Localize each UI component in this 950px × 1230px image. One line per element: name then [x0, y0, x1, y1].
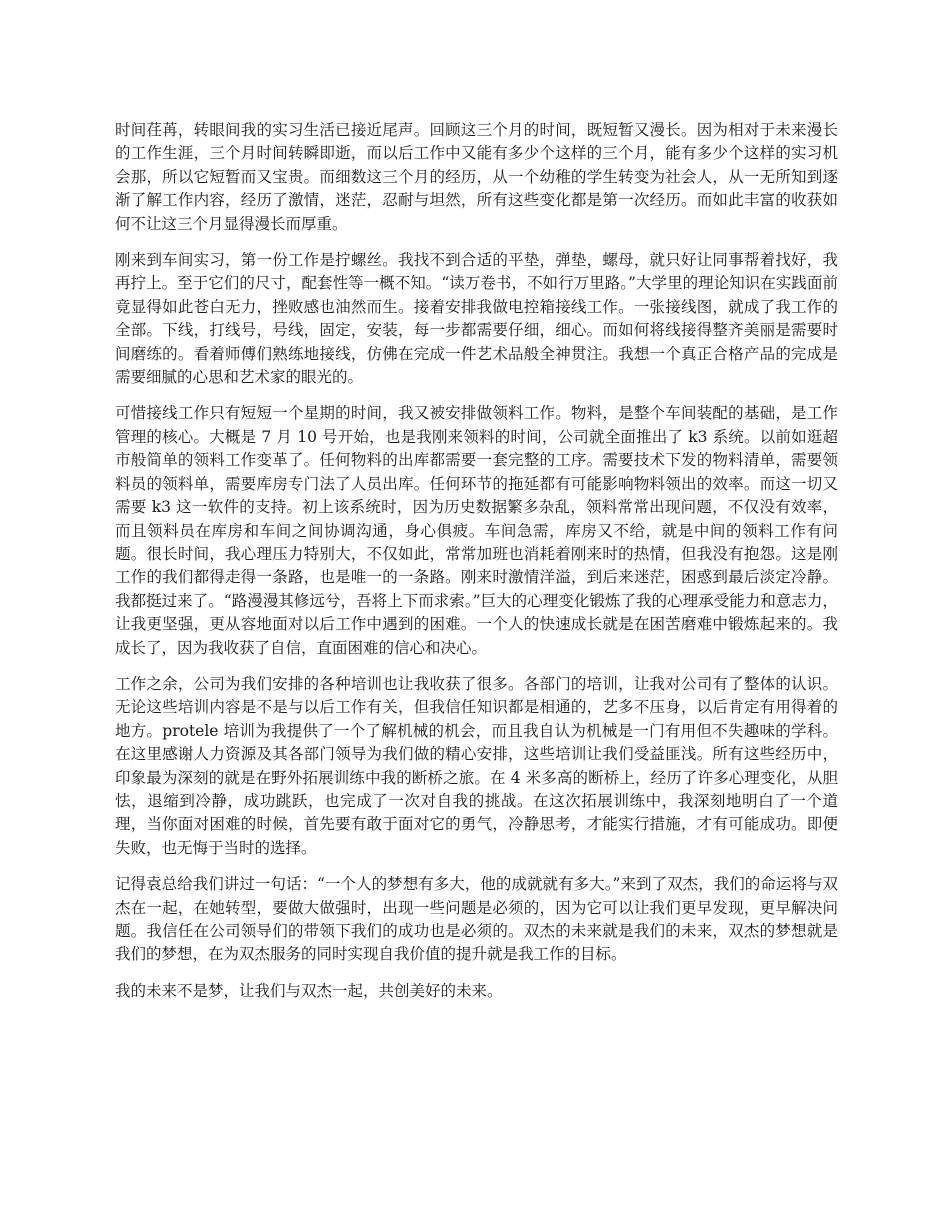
paragraph-2: 刚来到车间实习，第一份工作是拧螺丝。我找不到合适的平垫，弹垫，螺母，就只好让同事帮着找好，我再拧上。至于它们的尺寸，配套性等一概不知。“读万卷书，不如行万里路。”大学里的理论知识在实践面前竟显得如此苍白无力，挫败感也油然而生。接着安排我做电控箱接线工作。一张接线图，就成了我工作的全部。下线，打线号，号线，固定，安装，每一步都需要仔细，细心。而如何将线接得整齐美丽是需要时间磨练的。看着师傅们熟练地接线，仿佛在完成一件艺术品般全神贯注。我想一个真正合格产品的完成是需要细腻的心思和艺术家的眼光的。: [115, 251, 838, 387]
document-body: [115, 119, 838, 1016]
paragraph-4: 工作之余，公司为我们安排的各种培训也让我收获了很多。各部门的培训，让我对公司有了整体的认识。无论这些培训内容是不是与以后工作有关，但我信任知识都是相通的，艺多不压身，以后肯定有用得着的地方。protele 培训为我提供了一个了解机械的机会，而且我自认为机械是一门有用但不失趣味的学科。在这里感谢人力资源及其各部门领导为我们做的精心安排，这些培训让我们受益匪浅。所有这些经历中，印象最为深刻的就是在野外拓展训练中我的断桥之旅。在 4 米多高的断桥上，经历了许多心理变化，从胆怯，退缩到冷静，成功跳跃，也完成了一次对自我的挑战。在这次拓展训练中，我深刻地明白了一个道理，当你面对困难的时候，首先要有敢于面对它的勇气，冷静思考，才能实行措施，才有可能成功。即便失败，也无悔于当时的选择。: [115, 674, 838, 857]
paragraph-1: 时间荏苒，转眼间我的实习生活已接近尾声。回顾这三个月的时间，既短暂又漫长。因为相对于未来漫长的工作生涯，三个月时间转瞬即逝，而以后工作中又能有多少个这样的三个月，能有多少个这样的实习机会那，所以它短暂而又宝贵。而细数这三个月的经历，从一个幼稚的学生转变为社会人，从一无所知到逐渐了解工作内容，经历了激情，迷茫，忍耐与坦然，所有这些变化都是第一次经历。而如此丰富的收获如何不让这三个月显得漫长而厚重。: [115, 121, 838, 233]
paragraph-6: 我的未来不是梦，让我们与双杰一起，共创美好的未来。: [115, 981, 503, 1000]
paragraph-5: 记得袁总给我们讲过一句话：“一个人的梦想有多大，他的成就就有多大。”来到了双杰，我们的命运将与双杰在一起，在她转型，要做大做强时，出现一些问题是必须的，因为它可以让我们更早发现，更早解决问题。我信任在公司领导们的带领下我们的成功也是必须的。双杰的未来就是我们的未来，双杰的梦想就是我们的梦想，在为双杰服务的同时实现自我价值的提升就是我工作的目标。: [115, 875, 838, 964]
paragraph-3: 可惜接线工作只有短短一个星期的时间，我又被安排做领料工作。物料，是整个车间装配的基础，是工作管理的核心。大概是 7 月 10 号开始，也是我刚来领料的时间，公司就全面推出了 k3 系统。以前如逛超市般简单的领料工作变革了。任何物料的出库都需要一套完整的工序。需要技术下发的物料清单，需要领料员的领料单，需要库房专门法了人员出库。任何环节的拖延都有可能影响物料领出的效率。而这一切又需要 k3 这一软件的支持。初上该系统时，因为历史数据繁多杂乱，领料常常出现问题，不仅没有效率，而且领料员在库房和车间之间协调沟通，身心俱疲。车间急需，库房又不给，就是中间的领料工作有问题。很长时间，我心理压力特别大，不仅如此，常常加班也消耗着刚来时的热情，但我没有抱怨。这是刚工作的我们都得走得一条路，也是唯一的一条路。刚来时激情洋溢，到后来迷茫，困惑到最后淡定冷静。我都挺过来了。“路漫漫其修远兮，吾将上下而求索。”巨大的心理变化锻炼了我的心理承受能力和意志力，让我更坚强，更从容地面对以后工作中遇到的困难。一个人的快速成长就是在困苦磨难中锻炼起来的。我成长了，因为我收获了自信，直面困难的信心和决心。: [115, 404, 838, 657]
